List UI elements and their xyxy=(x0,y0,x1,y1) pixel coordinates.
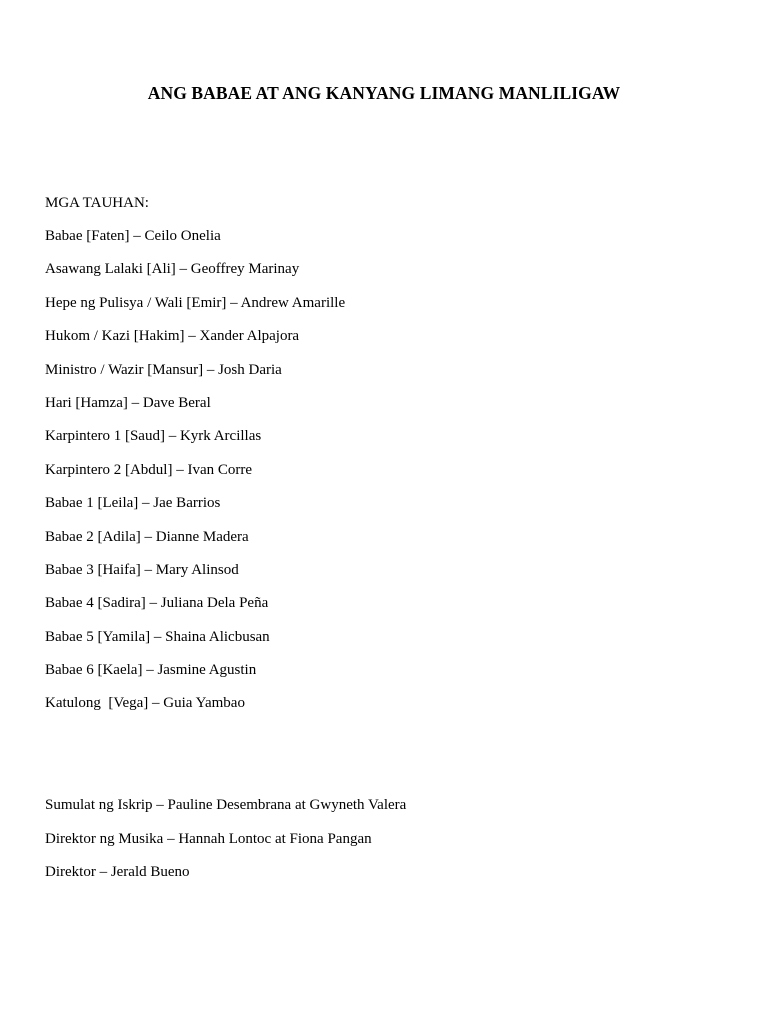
cast-item: Karpintero 1 [Saud] – Kyrk Arcillas xyxy=(45,428,262,445)
cast-item: Asawang Lalaki [Ali] – Geoffrey Marinay xyxy=(45,261,300,278)
credit-item: Direktor ng Musika – Hannah Lontoc at Fiona Pangan xyxy=(45,830,372,847)
credit-item: Direktor – Jerald Bueno xyxy=(45,864,190,880)
cast-item: Babae 6 [Kaela] – Jasmine Agustin xyxy=(45,662,257,679)
cast-item: Babae 2 [Adila] – Dianne Madera xyxy=(45,528,249,545)
credits-list xyxy=(45,795,406,896)
document-title: ANG BABAE AT ANG KANYANG LIMANG MANLILIGAW xyxy=(147,83,621,103)
cast-list xyxy=(45,226,345,727)
credit-item: Sumulat ng Iskrip – Pauline Desembrana at Gwyneth Valera xyxy=(45,797,407,813)
cast-item: Babae 3 [Haifa] – Mary Alinsod xyxy=(45,561,239,578)
cast-item: Babae 1 [Leila] – Jae Barrios xyxy=(45,495,221,512)
cast-item: Babae [Faten] – Ceilo Onelia xyxy=(45,228,221,244)
cast-item: Hepe ng Pulisya / Wali [Emir] – Andrew Amarille xyxy=(45,294,346,311)
cast-item: Katulong [Vega] – Guia Yambao xyxy=(45,695,245,712)
cast-item: Ministro / Wazir [Mansur] – Josh Daria xyxy=(45,361,282,378)
cast-item: Karpintero 2 [Abdul] – Ivan Corre xyxy=(45,461,253,478)
cast-item: Babae 4 [Sadira] – Juliana Dela Peña xyxy=(45,595,269,612)
cast-item: Babae 5 [Yamila] – Shaina Alicbusan xyxy=(45,628,270,645)
cast-item: Hari [Hamza] – Dave Beral xyxy=(45,394,211,411)
cast-item: Hukom / Kazi [Hakim] – Xander Alpajora xyxy=(45,328,300,345)
cast-heading: MGA TAUHAN: xyxy=(45,195,149,211)
